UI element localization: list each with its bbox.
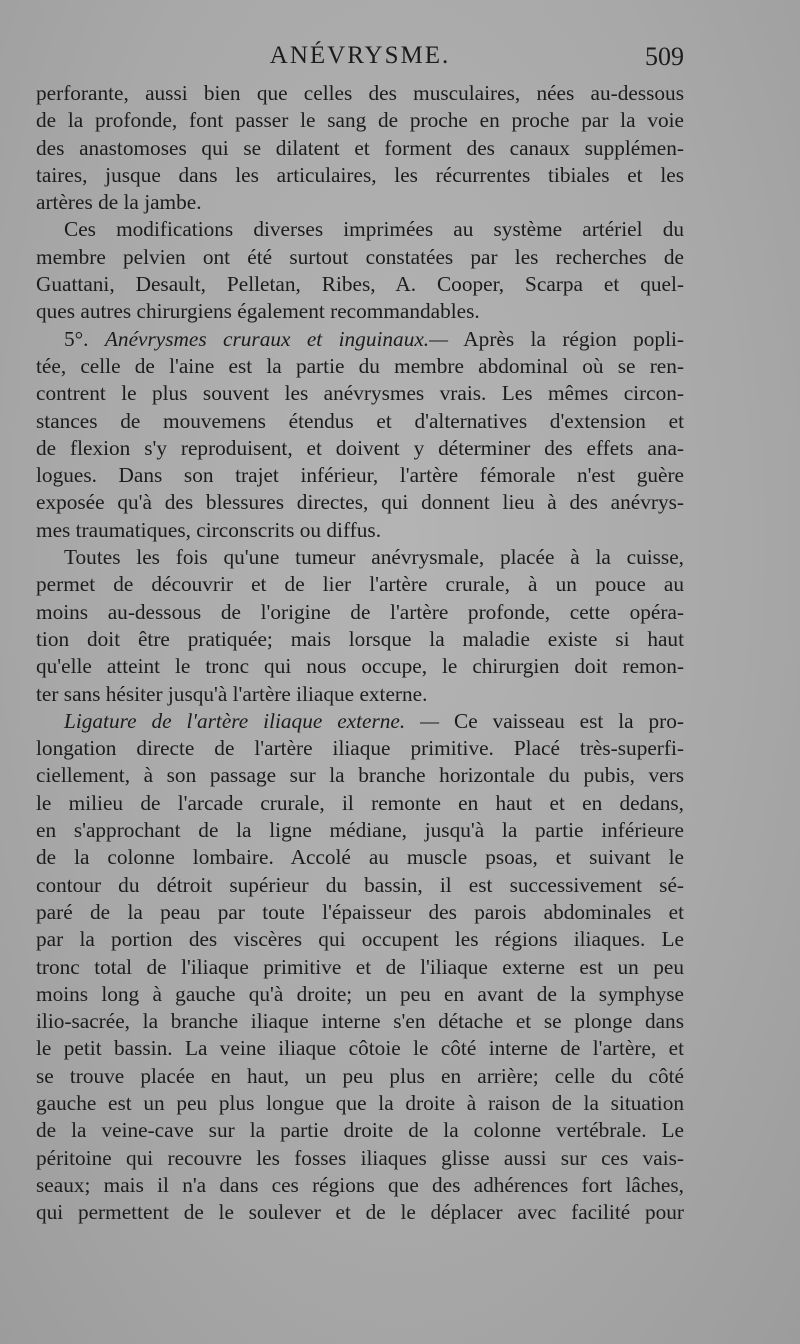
text-line: perforante, aussi bien que celles des musculaires, nées au-dessous (36, 81, 684, 105)
text-line: Guattani, Desault, Pelletan, Ribes, A. Cooper, Scarpa et quel- (36, 272, 684, 297)
text-line: de la colonne lombaire. Accolé au muscle psoas, et suivant le (36, 845, 684, 870)
text-line: en s'approchant de la ligne médiane, jusqu'à la partie inférieure (36, 818, 684, 843)
text-line: ilio-sacrée, la branche iliaque interne s'en détache et se plonge dans (36, 1009, 684, 1034)
page-header (36, 42, 684, 78)
text-line: tion doit être pratiquée; mais lorsque la maladie existe si haut (36, 626, 684, 651)
section-number: 5°. (64, 326, 89, 351)
text-line: artères de la jambe. (36, 190, 202, 215)
running-title: ANÉVRYSME. (269, 42, 451, 69)
text-fragment: Après la région popli- (463, 326, 685, 351)
text-line: permet de découvrir et de lier l'artère crurale, à un pouce au (36, 572, 684, 597)
section-heading-line (36, 326, 684, 353)
text-line: de la veine-cave sur la partie droite de la colonne vertébrale. Le (36, 1118, 684, 1143)
text-line: qu'elle atteint le tronc qui nous occupe, le chirurgien doit remon- (36, 654, 684, 679)
text-line: ques autres chirurgiens également recommandables. (36, 299, 480, 324)
text-line: le milieu de l'arcade crurale, il remonte en haut et en dedans, (36, 790, 684, 815)
section-title: Anévrysmes cruraux et inguinaux.— (104, 326, 449, 351)
text-line: tronc total de l'iliaque primitive et de l'iliaque externe est un peu (36, 954, 684, 979)
text-line: péritoine qui recouvre les fosses iliaques glisse aussi sur ces vais- (36, 1145, 684, 1170)
text-line: logues. Dans son trajet inférieur, l'artère fémorale n'est guère (36, 463, 684, 488)
text-line: par la portion des viscères qui occupent les régions iliaques. Le (36, 927, 684, 952)
text-line: ciellement, à son passage sur la branche horizontale du pubis, vers (36, 763, 684, 788)
text-line: gauche est un peu plus longue que la droite à raison de la situation (36, 1090, 684, 1115)
text-line: exposée qu'à des blessures directes, qui donnent lieu à des anévrys- (36, 490, 684, 515)
page-number: 509 (645, 42, 684, 71)
text-line: mes traumatiques, circonscrits ou diffus. (36, 517, 382, 542)
text-line: qui permettent de le soulever et de le déplacer avec facilité pour (36, 1200, 684, 1225)
text-line: des anastomoses qui se dilatent et forment des canaux supplémen- (36, 135, 684, 160)
text-line: membre pelvien ont été surtout constatées par les recherches de (36, 244, 684, 269)
body-text (36, 80, 684, 1226)
text-line: stances de mouvemens étendus et d'alternatives d'extension et (36, 408, 684, 433)
text-line: de flexion s'y reproduisent, et doivent y déterminer des effets ana- (36, 435, 684, 460)
text-line: Ces modifications diverses imprimées au système artériel du (64, 217, 684, 242)
text-line: se trouve placée en haut, un peu plus en arrière; celle du côté (36, 1063, 684, 1088)
text-line: taires, jusque dans les articulaires, les récurrentes tibiales et les (36, 162, 684, 187)
text-line: le petit bassin. La veine iliaque côtoie le côté interne de l'artère, et (36, 1036, 684, 1061)
section-title: Ligature de l'artère iliaque externe. — (64, 708, 440, 733)
text-line: moins au-dessous de l'origine de l'artère profonde, cette opéra- (36, 599, 684, 624)
text-line: contour du détroit supérieur du bassin, il est successivement sé- (36, 872, 684, 897)
text-line: de la profonde, font passer le sang de proche en proche par la voie (36, 108, 684, 133)
text-line: paré de la peau par toute l'épaisseur des parois abdominales et (36, 899, 684, 924)
text-line: tée, celle de l'aine est la partie du membre abdominal où se ren- (36, 353, 684, 378)
text-line: Toutes les fois qu'une tumeur anévrysmale, placée à la cuisse, (64, 545, 684, 570)
text-line: moins long à gauche qu'à droite; un peu en avant de la symphyse (36, 981, 684, 1006)
text-line: contrent le plus souvent les anévrysmes vrais. Les mêmes circon- (36, 381, 684, 406)
text-fragment: Ce vaisseau est la pro- (454, 708, 684, 733)
text-line: longation directe de l'artère iliaque primitive. Placé très-superfi- (36, 736, 684, 761)
text-line: ter sans hésiter jusqu'à l'artère iliaque externe. (36, 681, 428, 706)
text-line: seaux; mais il n'a dans ces régions que des adhérences fort lâches, (36, 1172, 684, 1197)
section-heading-line (36, 708, 684, 735)
